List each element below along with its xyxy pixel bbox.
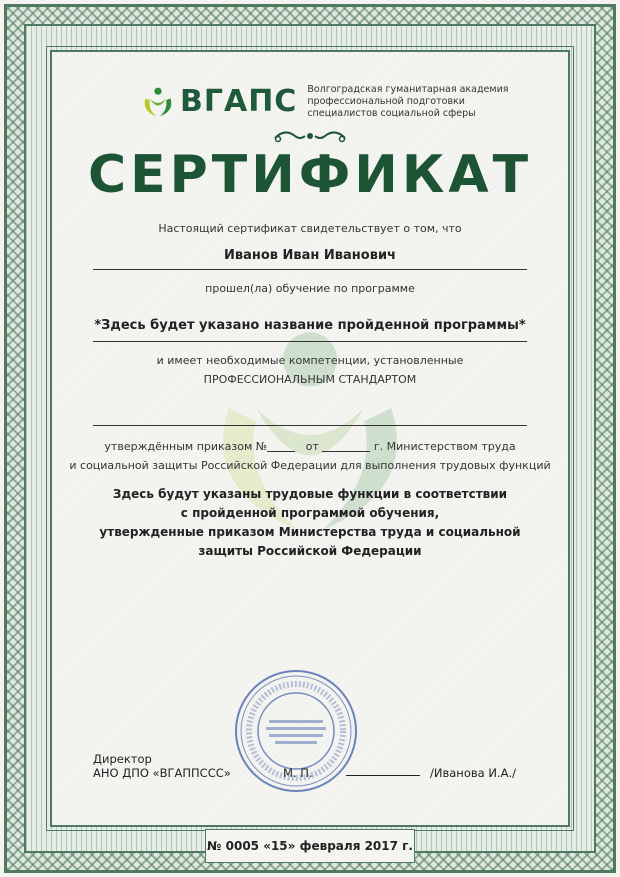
function-line: с пройденной программой обучения, <box>180 506 440 520</box>
academy-logo <box>140 82 508 122</box>
intro-text: Настоящий сертификат свидетельствует о том, что <box>158 222 462 235</box>
function-line: Здесь будут указаны трудовые функции в соответствии <box>112 487 508 501</box>
signatory-org: АНО ДПО «ВГАППССС» <box>93 766 231 780</box>
ornament-divider-icon <box>270 126 350 146</box>
program-name: *Здесь будет указано название пройденной программы* <box>94 318 526 333</box>
seal-place-label: М. П. <box>283 766 313 780</box>
logo-caption <box>307 84 508 120</box>
labor-functions <box>0 485 620 561</box>
order-prefix: утверждённым приказом № <box>104 440 268 453</box>
standard-underline <box>93 425 527 426</box>
certificate-number: № 0005 «15» февраля 2017 г. <box>205 829 415 863</box>
logo-caption-line2: профессиональной подготовки <box>307 96 465 107</box>
function-line: утвержденные приказом Министерства труда и социальной <box>99 525 521 539</box>
order-suffix: г. Министерством труда <box>373 440 516 453</box>
logo-caption-line3: специалистов социальной сферы <box>307 108 476 119</box>
order-line-2: и социальной защиты Российской Федерации для выполнения трудовых функций <box>69 459 551 472</box>
competence-text: и имеет необходимые компетенции, установленные <box>156 354 464 367</box>
order-line <box>0 439 620 453</box>
recipient-underline <box>93 269 527 270</box>
logo-caption-line1: Волгоградская гуманитарная академия <box>307 84 509 95</box>
signatory-block <box>93 752 231 780</box>
professional-standard: ПРОФЕССИОНАЛЬНЫМ СТАНДАРТОМ <box>203 373 417 386</box>
signatory-role: Директор <box>93 752 152 766</box>
order-from: от <box>305 440 319 453</box>
logo-abbreviation: ВГАПС <box>180 84 298 119</box>
academy-emblem-icon <box>140 84 176 120</box>
order-number-blank <box>267 439 295 452</box>
certificate-title: СЕРТИФИКАТ <box>87 145 533 205</box>
order-date-blank <box>322 439 370 452</box>
passed-text: прошел(ла) обучение по программе <box>205 282 415 295</box>
program-underline <box>93 341 527 342</box>
function-line: защиты Российской Федерации <box>198 544 422 558</box>
recipient-name: Иванов Иван Иванович <box>224 248 396 263</box>
signatory-name: /Иванова И.А./ <box>430 766 516 780</box>
signature-line <box>346 775 420 776</box>
